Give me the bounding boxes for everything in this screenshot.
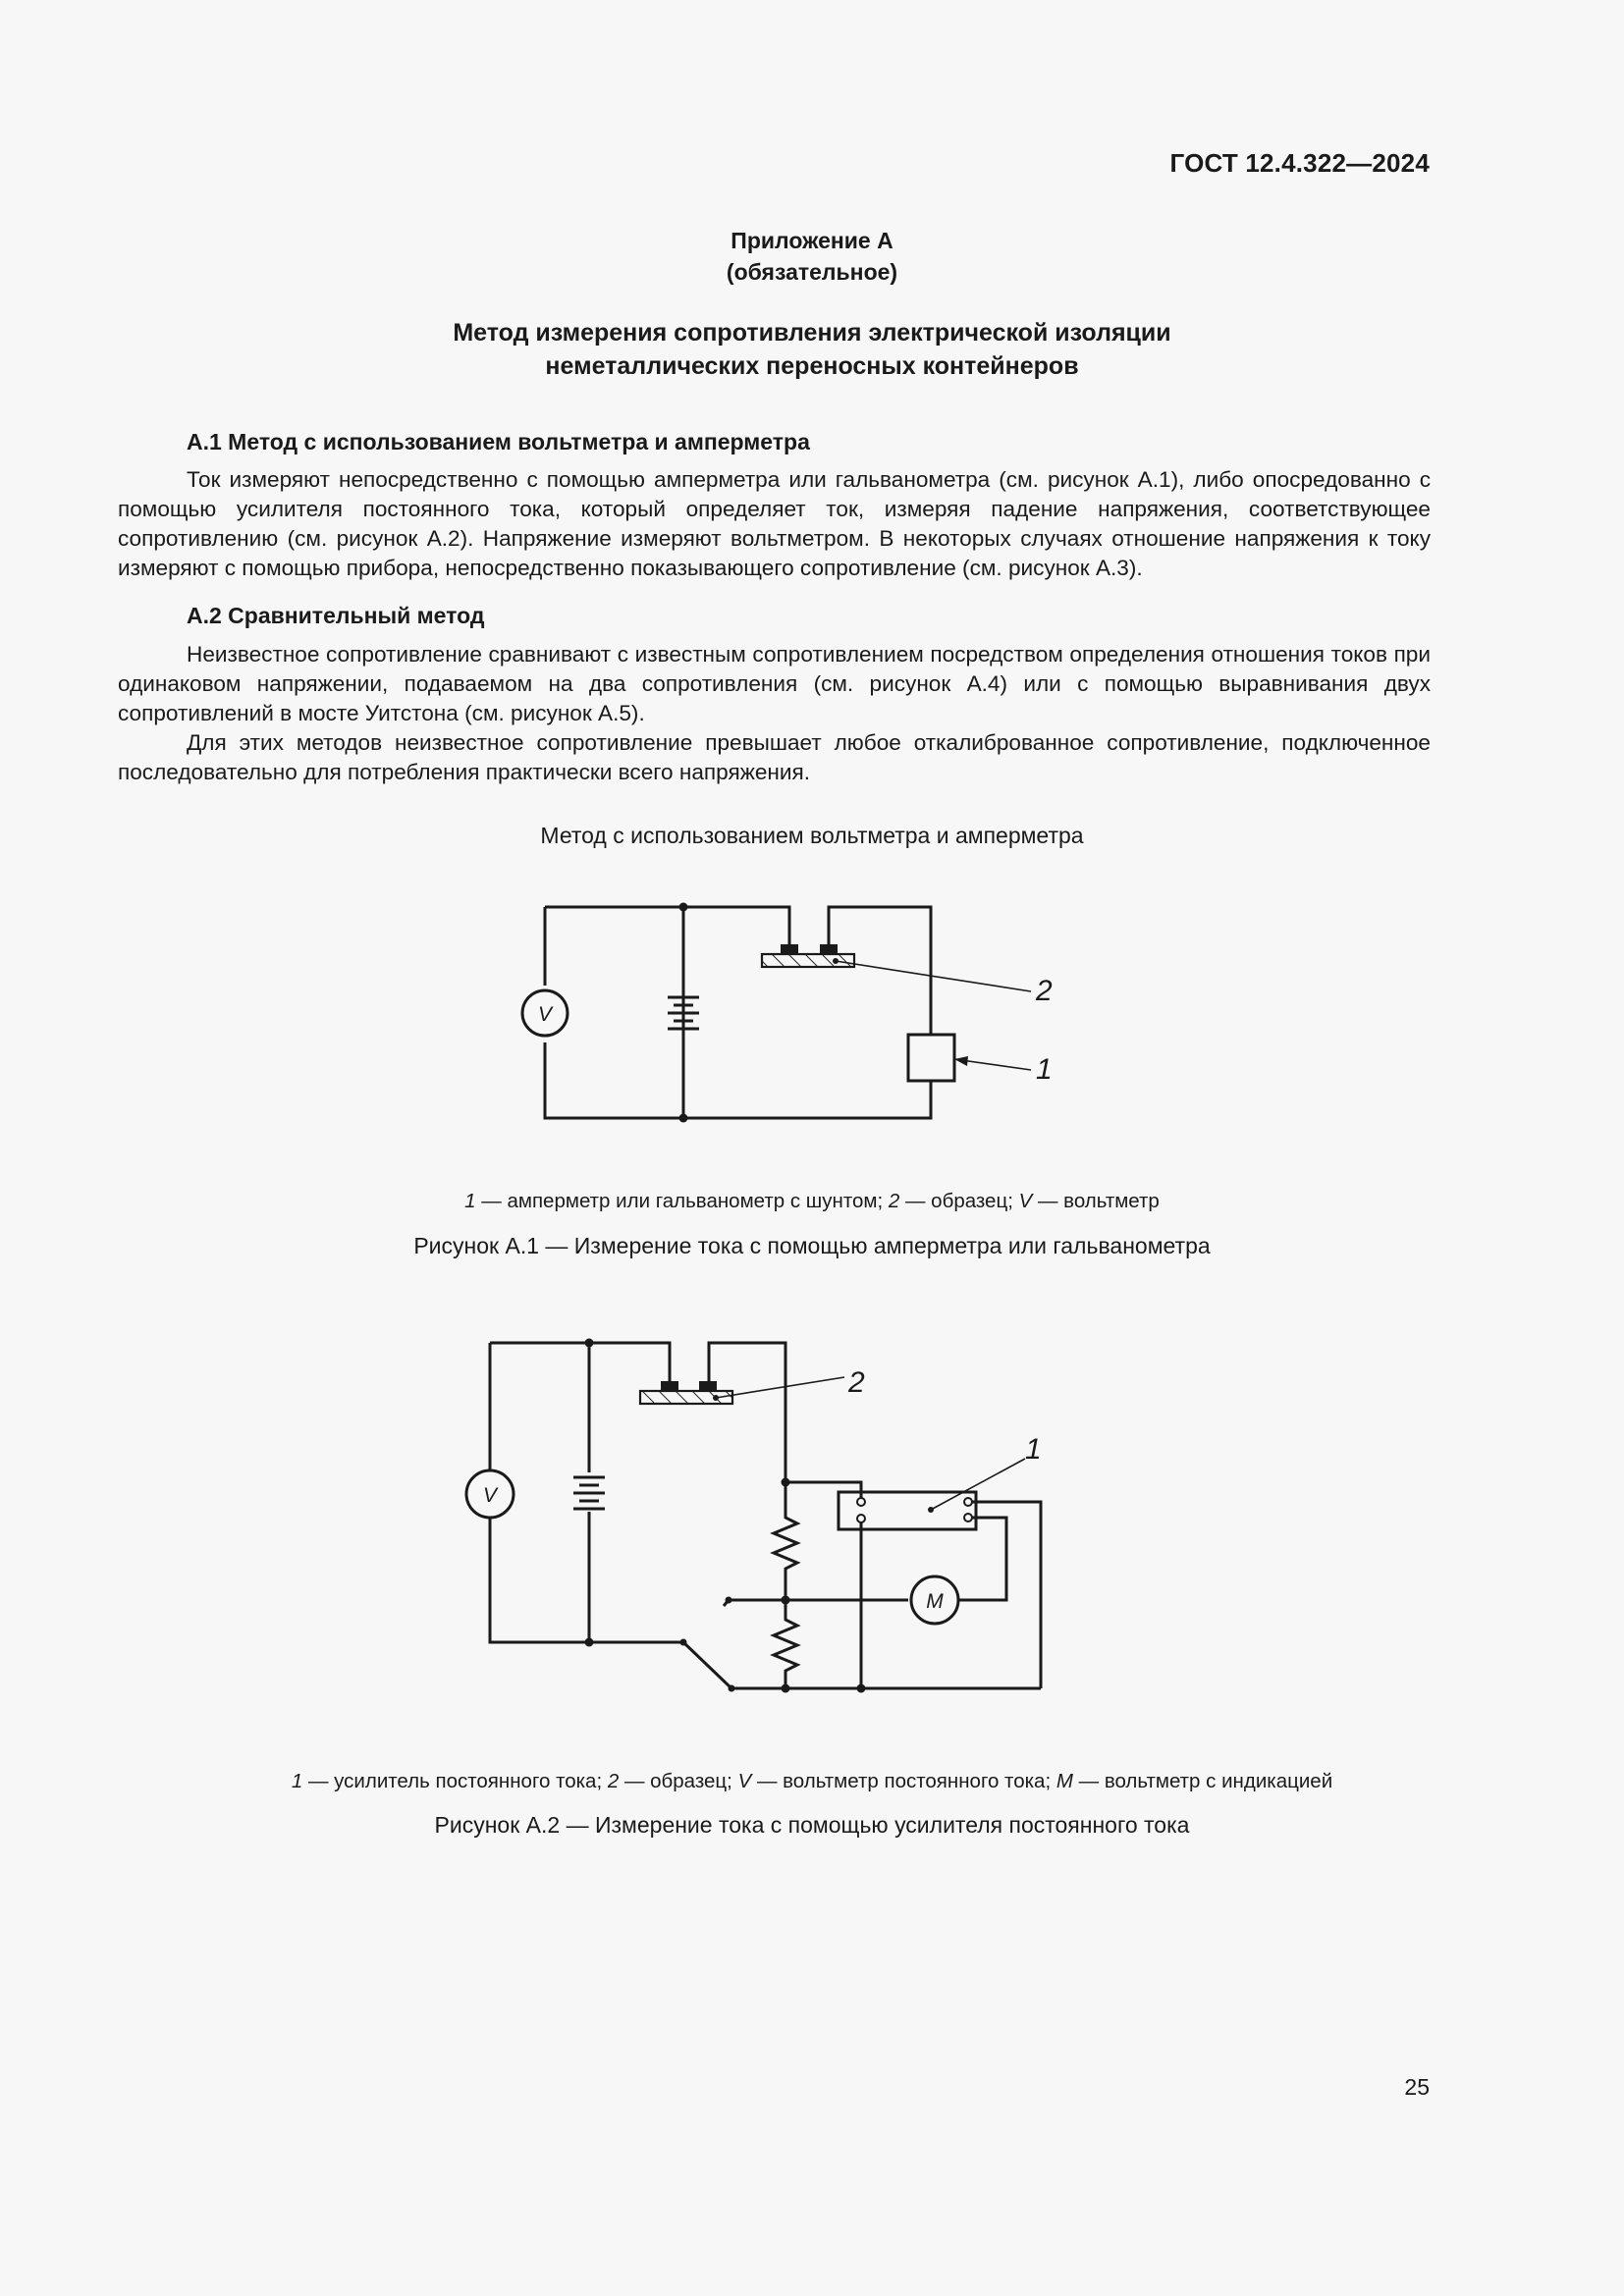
fig2-battery [573,1477,605,1509]
figure1-caption: Рисунок А.1 — Измерение тока с помощью амперметра или гальванометра [413,1233,1211,1258]
fig1-arrowhead [954,1056,968,1066]
fig2-legend-n2: 2 [607,1770,620,1792]
fig2-switch-tick [724,1600,729,1606]
figure2-caption: Рисунок А.2 — Измерение тока с помощью усилителя постоянного тока [434,1812,1190,1838]
fig2-junction-bottom [585,1638,594,1647]
fig2-voltmeter-label: V [482,1484,498,1507]
fig1-label-2: 2 [1036,975,1053,1007]
fig1-right-branch [683,907,931,1118]
fig2-meter-label: M [926,1590,944,1613]
fig1-legend-n1: 1 [464,1190,476,1212]
figure1-circuit [522,903,1053,1123]
annex-title: Приложение А [731,228,893,253]
fig2-resistor-upper [774,1482,797,1600]
standard-number: ГОСТ 12.4.322—2024 [1169,148,1430,178]
fig2-legend-t3: — вольтметр постоянного тока; [751,1770,1056,1792]
annex-heading-line1: Метод измерения сопротивления электрической изоляции [453,319,1171,347]
fig1-legend-n2: 2 [888,1190,900,1212]
fig2-legend-t1: — усилитель постоянного тока; [302,1770,608,1792]
fig2-legend-n1: 1 [291,1770,303,1792]
fig2-leader-2 [716,1377,844,1398]
figure2-legend [0,1770,1624,1793]
fig1-legend-t1: — амперметр или гальванометр с шунтом; [475,1190,889,1212]
fig1-legend-t2: — образец; [899,1190,1019,1212]
page-number: 25 [1404,2074,1430,2100]
fig1-top-branch [683,907,789,947]
fig2-legend-t2: — образец; [619,1770,738,1792]
annex-heading-line2: неметаллических переносных контейнеров [545,352,1079,380]
fig1-legend-n3: V [1018,1190,1033,1212]
fig2-resistor-lower [774,1600,797,1688]
fig2-electrode-right [699,1381,717,1391]
fig1-ammeter-box [908,1035,954,1081]
fig2-right-top [709,1343,785,1482]
fig1-electrode-right [820,944,838,954]
fig2-legend-n4: M [1056,1770,1073,1792]
section-a1-paragraph: Ток измеряют непосредственно с помощью амперметра или гальванометра (см. рисунок А.1), либо опосредованно с помощью усилителя постоянного тока, который определяет ток, измеряя падение напряжения, соответствующее сопротивлению (см. рисунок А.2). Напряжение измеряют вольтметром. В некоторых случаях отношение напряжения к току измеряют с помощью прибора, непосредственно показывающего сопротивление (см. рисунок А.3). [118,467,1431,580]
fig1-legend-t3: — вольтметр [1032,1190,1160,1212]
fig2-label-1: 1 [1025,1433,1042,1466]
fig2-switch-pivot [680,1639,687,1646]
fig1-voltmeter-label: V [537,1003,553,1026]
section-heading-a2: А.2 Сравнительный метод [187,603,485,628]
fig1-electrode-left [781,944,798,954]
fig1-label-1: 1 [1036,1053,1053,1086]
figure1-heading: Метод с использованием вольтметра и амперметра [540,823,1084,848]
fig1-voltmeter-branch [545,907,683,1118]
fig2-amp-terminal-2 [857,1515,865,1522]
fig1-sample [762,954,854,967]
fig2-junction-top [585,1339,594,1348]
fig2-amp-terminal-1 [857,1498,865,1506]
fig2-electrode-left [661,1381,678,1391]
section-heading-a1: А.1 Метод с использованием вольтметра и амперметра [187,429,810,454]
fig2-legend-t4: — вольтметр с индикацией [1072,1770,1333,1792]
section-a2-paragraph-2: Для этих методов неизвестное сопротивление превышает любое откалиброванное сопротивление, подключенное последовательно для потребления практически всего напряжения. [118,730,1431,784]
figure1-legend [0,1190,1624,1213]
fig1-leader-2 [836,961,1031,991]
fig1-junction-bottom [679,1114,688,1123]
fig2-amp-terminal-3 [964,1498,972,1506]
fig2-label-2: 2 [848,1366,865,1399]
annex-status: (обязательное) [726,259,898,285]
fig2-amp-terminal-4 [964,1514,972,1522]
fig2-legend-n3: V [737,1770,752,1792]
fig1-junction-top [679,903,688,912]
fig2-switch-contact-bottom [729,1685,735,1692]
section-a2-paragraph-1: Неизвестное сопротивление сравнивают с известным сопротивлением посредством определения отношения токов при одинаковом напряжении, подаваемом на два сопротивления (см. рисунок А.4) или с помощью выравнивания двух сопротивлений в мосте Уитстона (см. рисунок А.5). [118,642,1431,725]
figure2-circuit [466,1339,1042,1693]
